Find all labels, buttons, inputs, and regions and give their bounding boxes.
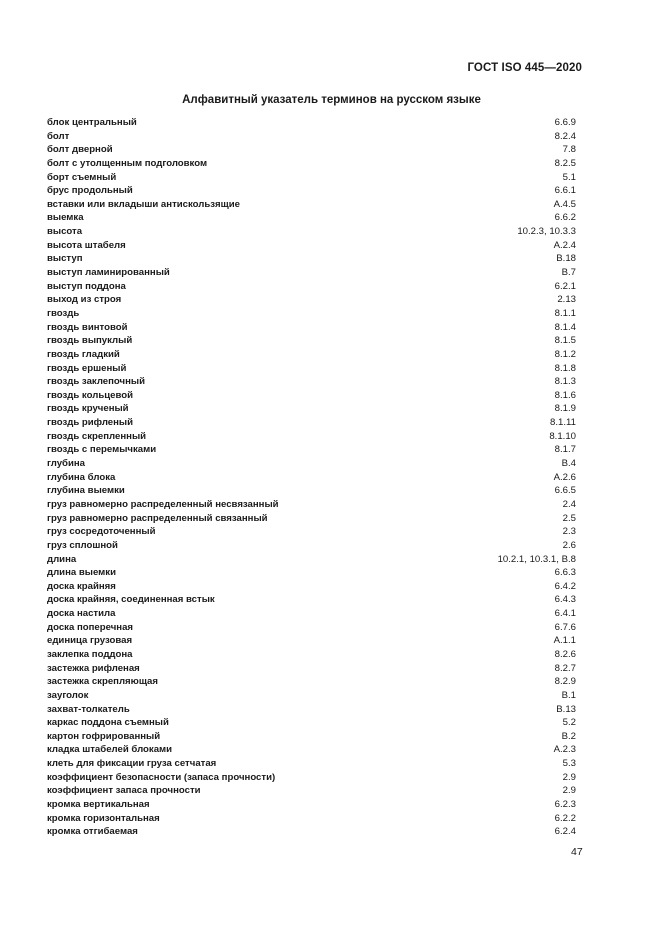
index-entry [47,184,576,198]
index-entry [47,675,576,689]
index-term: клеть для фиксации груза сетчатая [47,758,217,770]
index-entry [47,512,576,526]
index-entry [47,362,576,376]
index-term: застежка скрепляющая [47,676,158,688]
index-reference: 8.2.5 [554,157,576,169]
index-reference: 2.6 [562,539,576,551]
index-term: зауголок [47,689,89,701]
document-id: ГОСТ ISO 445—2020 [467,62,582,74]
index-reference: 6.6.5 [554,485,576,497]
index-entry [47,812,576,826]
index-entry [47,784,576,798]
index-term: каркас поддона съемный [47,717,169,729]
index-entry [47,730,576,744]
index-term: единица грузовая [47,635,133,647]
index-entry [47,716,576,730]
index-reference: 7.8 [562,144,576,156]
index-reference: В.4 [561,458,576,470]
index-term: выступ поддона [47,280,126,292]
index-reference: 8.2.4 [554,130,576,142]
index-reference: 6.2.4 [554,826,576,838]
index-term: груз сосредоточенный [47,526,156,538]
index-entry [47,252,576,266]
index-term: кромка отгибаемая [47,826,138,838]
index-reference: 8.1.7 [554,444,576,456]
index-term: гвоздь скрепленный [47,430,147,442]
index-entry [47,116,576,130]
index-term: груз равномерно распределенный несвязанный [47,498,279,510]
index-term: доска поперечная [47,621,134,633]
index-term: выступ ламинированный [47,267,170,279]
index-reference: 6.4.2 [554,580,576,592]
index-term: доска крайняя, соединенная встык [47,594,215,606]
index-term: кромка горизонтальная [47,812,160,824]
index-reference: В.2 [561,730,576,742]
index-entry [47,580,576,594]
index-term: длина выемки [47,567,116,579]
index-term: кромка вертикальная [47,799,150,811]
index-term: гвоздь с перемычками [47,444,157,456]
index-reference: 8.1.11 [550,417,576,429]
index-term: гвоздь [47,307,80,319]
index-entry [47,239,576,253]
index-entry [47,171,576,185]
index-term: доска настила [47,608,116,620]
index-reference: В.1 [561,689,576,701]
index-term: выступ [47,253,83,265]
index-entry [47,471,576,485]
term-index-list [47,116,576,839]
index-entry [47,348,576,362]
index-term: гвоздь винтовой [47,321,128,333]
index-term: гвоздь гладкий [47,348,120,360]
index-entry [47,771,576,785]
index-entry [47,689,576,703]
index-reference: 2.5 [562,512,576,524]
index-reference: 2.4 [562,498,576,510]
index-reference: 6.4.1 [554,608,576,620]
index-entry [47,743,576,757]
index-reference: 8.1.10 [549,430,576,442]
index-entry [47,280,576,294]
index-term: брус продольный [47,185,133,197]
index-term: борт съемный [47,171,117,183]
index-entry [47,634,576,648]
index-term: высота [47,226,83,238]
index-entry [47,198,576,212]
index-term: вставки или вкладыши антискользящие [47,198,240,210]
index-reference: 8.1.5 [554,335,576,347]
index-entry [47,402,576,416]
index-entry [47,130,576,144]
index-term: высота штабеля [47,239,126,251]
index-reference: 10.2.1, 10.3.1, В.8 [497,553,576,565]
index-entry [47,498,576,512]
index-entry [47,334,576,348]
index-entry [47,621,576,635]
index-term: выход из строя [47,294,122,306]
index-term: груз равномерно распределенный связанный [47,512,268,524]
index-entry [47,825,576,839]
index-entry [47,607,576,621]
index-term: болт [47,130,70,142]
index-entry [47,157,576,171]
page-number: 47 [571,846,583,858]
index-term: глубина блока [47,471,116,483]
index-reference: 5.2 [562,717,576,729]
index-entry [47,525,576,539]
index-reference: 8.2.6 [554,648,576,660]
index-entry [47,211,576,225]
index-reference: 6.4.3 [554,594,576,606]
index-term: выемка [47,212,84,224]
index-reference: В.7 [561,267,576,279]
index-term: картон гофрированный [47,730,161,742]
index-reference: В.13 [556,703,576,715]
index-reference: А.1.1 [553,635,576,647]
index-reference: 8.2.7 [554,662,576,674]
index-reference: 6.7.6 [554,621,576,633]
index-term: блок центральный [47,117,137,128]
index-term: гвоздь крученый [47,403,129,415]
index-term: болт с утолщенным подголовком [47,157,208,169]
index-reference: 6.2.3 [554,799,576,811]
index-entry [47,553,576,567]
index-reference: 2.9 [562,771,576,783]
index-reference: 6.6.2 [554,212,576,224]
index-reference: 8.2.9 [554,676,576,688]
index-entry [47,798,576,812]
index-term: гвоздь кольцевой [47,389,133,401]
index-entry [47,648,576,662]
index-reference: 5.3 [562,758,576,770]
index-reference: 2.13 [557,294,576,306]
index-entry [47,457,576,471]
index-reference: 8.1.1 [554,307,576,319]
index-entry [47,143,576,157]
index-term: заклепка поддона [47,648,133,660]
index-reference: 6.2.1 [554,280,576,292]
index-term: коэффициент запаса прочности [47,785,201,797]
index-reference: А.2.6 [553,471,576,483]
index-entry [47,662,576,676]
index-reference: 8.1.8 [554,362,576,374]
index-reference: 8.1.9 [554,403,576,415]
index-term: длина [47,553,77,565]
index-entry [47,375,576,389]
index-entry [47,321,576,335]
index-entry [47,566,576,580]
index-term: глубина [47,458,86,470]
index-reference: 6.6.3 [554,567,576,579]
index-entry [47,225,576,239]
index-term: гвоздь ершеный [47,362,127,374]
index-entry [47,593,576,607]
index-reference: 2.9 [562,785,576,797]
index-term: кладка штабелей блоками [47,744,173,756]
index-reference: А.4.5 [553,198,576,210]
index-term: болт дверной [47,144,113,156]
index-term: груз сплошной [47,539,118,551]
index-reference: 8.1.4 [554,321,576,333]
index-entry [47,703,576,717]
index-term: захват-толкатель [47,703,130,715]
index-entry [47,389,576,403]
index-entry [47,757,576,771]
index-entry [47,484,576,498]
index-term: гвоздь выпуклый [47,335,133,347]
index-term: гвоздь рифленый [47,417,134,429]
index-reference: 10.2.3, 10.3.3 [517,226,576,238]
index-term: гвоздь заклепочный [47,376,145,388]
index-reference: А.2.3 [553,744,576,756]
index-term: коэффициент безопасности (запаса прочности) [47,771,276,783]
index-entry [47,416,576,430]
index-reference: А.2.4 [553,239,576,251]
index-entry [47,539,576,553]
index-reference: 2.3 [562,526,576,538]
index-reference: 8.1.6 [554,389,576,401]
index-entry [47,266,576,280]
index-reference: 6.6.9 [554,117,576,128]
index-term: доска крайняя [47,580,116,592]
index-entry [47,307,576,321]
index-reference: 5.1 [562,171,576,183]
index-term: застежка рифленая [47,662,140,674]
index-reference: 8.1.3 [554,376,576,388]
index-term: глубина выемки [47,485,125,497]
index-reference: В.18 [556,253,576,265]
index-reference: 8.1.2 [554,348,576,360]
index-reference: 6.2.2 [554,812,576,824]
index-entry [47,430,576,444]
page-title: Алфавитный указатель терминов на русском языке [182,94,481,106]
index-entry [47,443,576,457]
index-reference: 6.6.1 [554,185,576,197]
index-entry [47,293,576,307]
